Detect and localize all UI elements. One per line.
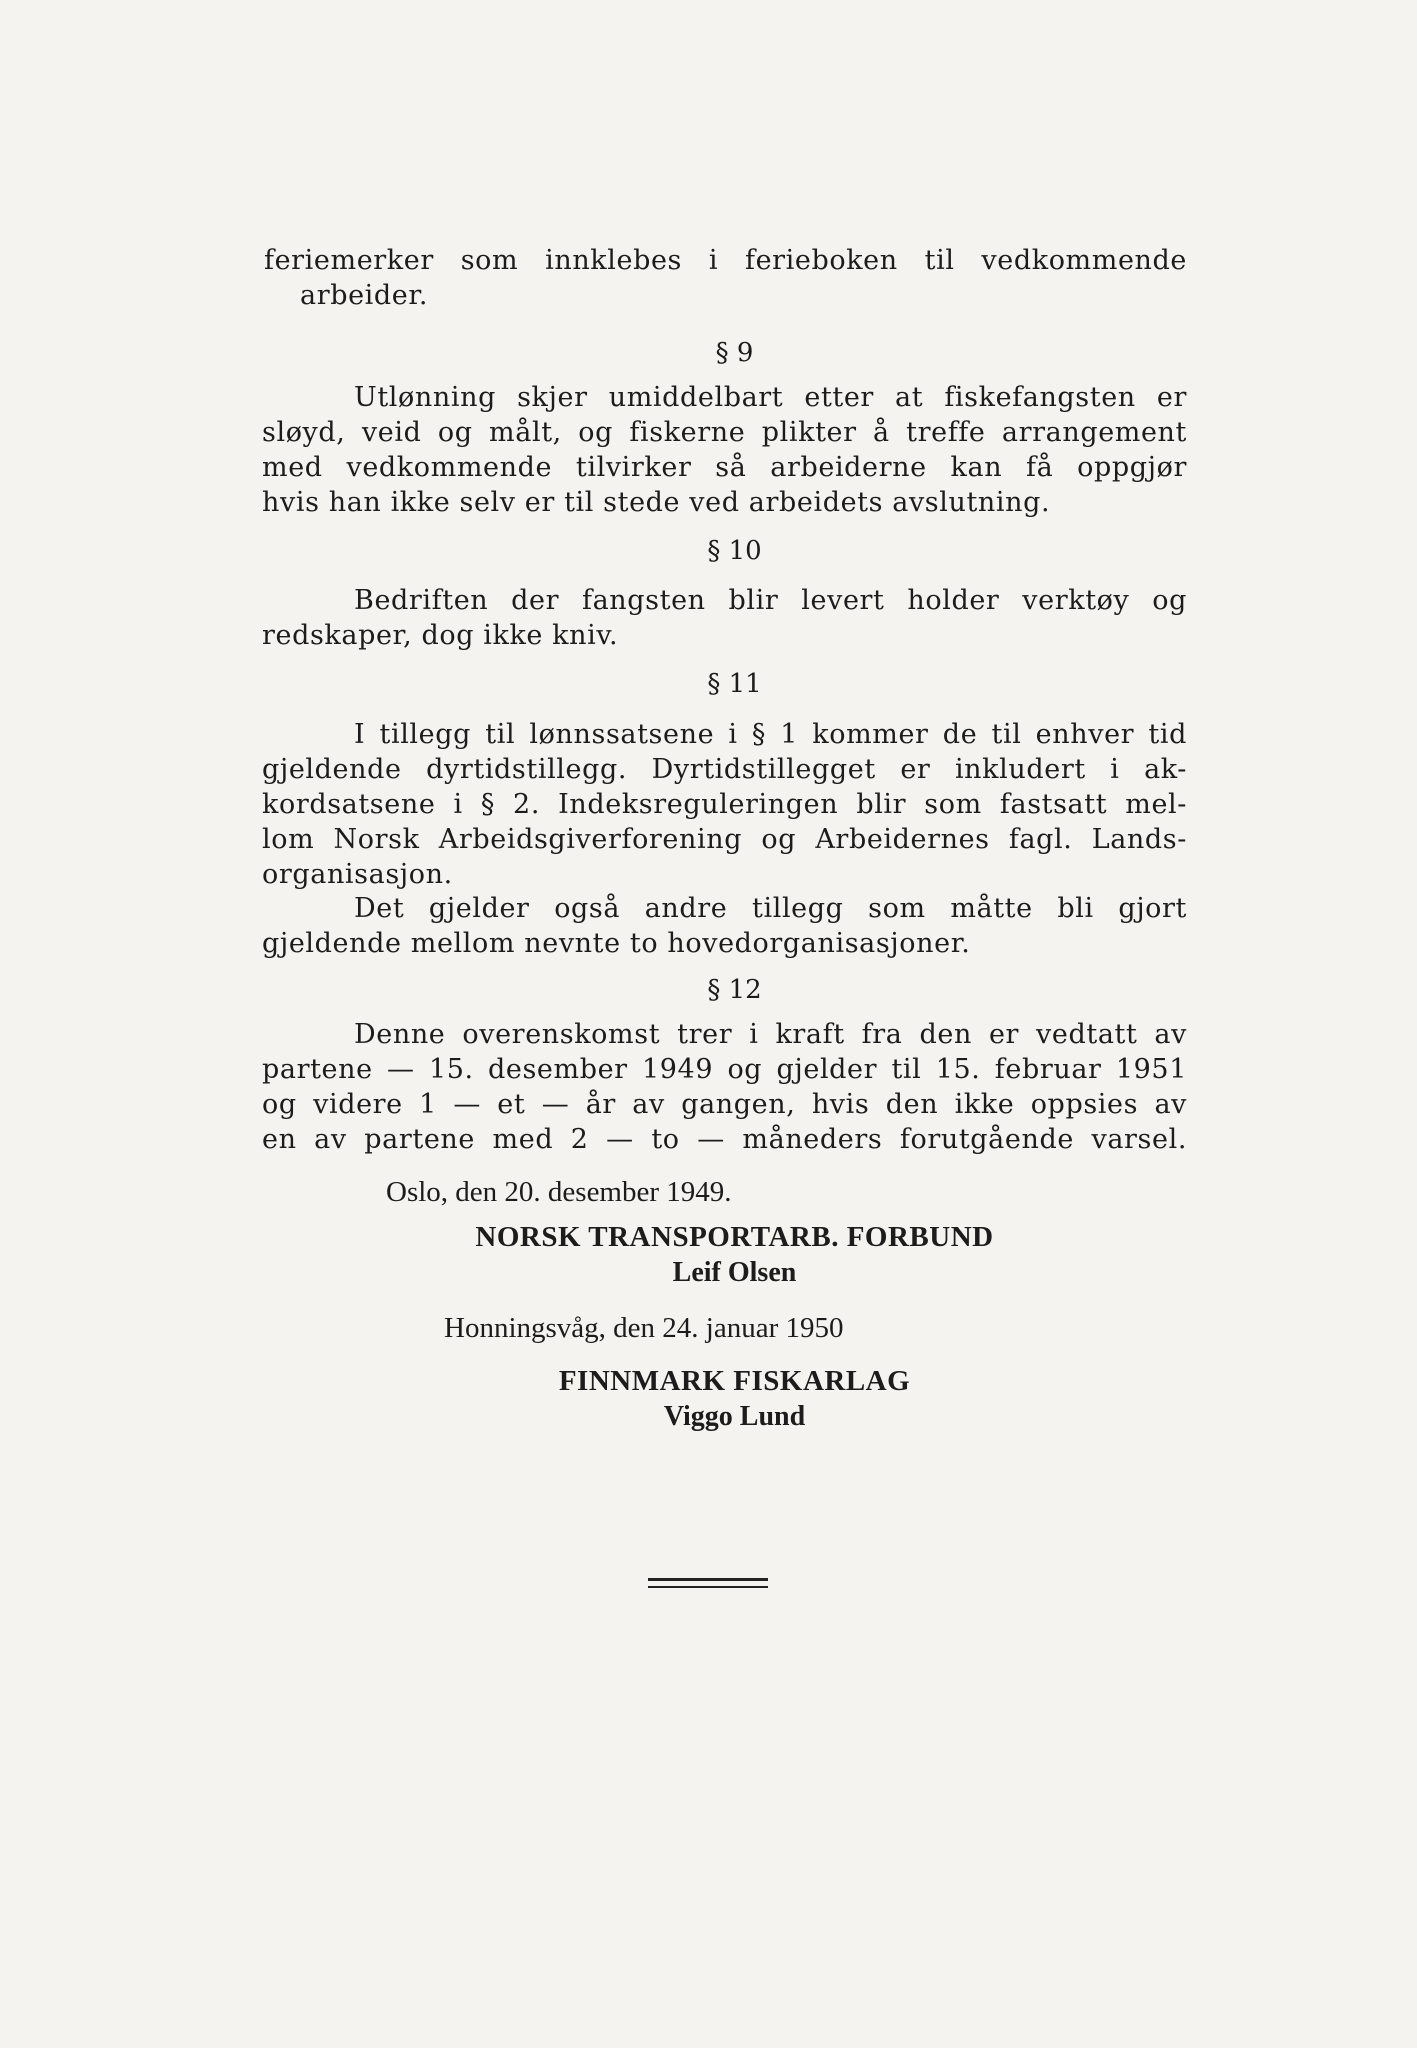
paragraph-section-11b (262, 891, 1187, 961)
text-line: Det gjelder også andre tillegg som måtte bli gjort (354, 893, 1187, 924)
text-line: organisasjon. (262, 859, 453, 890)
signature-name: Viggo Lund (663, 1401, 806, 1432)
signature-organization: FINNMARK FISKARLAG (558, 1365, 911, 1397)
text-line: kordsatsene i § 2. Indeksreguleringen blir som fastsatt mel- (262, 789, 1187, 820)
section-11-heading (262, 667, 1187, 702)
text-line: feriemerker som innklebes i ferieboken til vedkommende (264, 245, 1187, 276)
paragraph-section-10 (262, 583, 1187, 653)
paragraph-section-9 (262, 380, 1187, 520)
signature-block-1 (262, 1174, 1187, 1210)
text-line: I tillegg til lønnssatsene i § 1 kommer de til enhver tid (354, 719, 1187, 750)
section-heading: § 10 (707, 536, 762, 566)
paragraph-section-11a (262, 717, 1187, 892)
section-heading: § 12 (707, 975, 762, 1005)
signature-place-date: Honningsvåg, den 24. januar 1950 (444, 1312, 844, 1344)
text-line: Denne overenskomst trer i kraft fra den er vedtatt av (354, 1019, 1187, 1050)
text-line: lom Norsk Arbeidsgiverforening og Arbeidernes fagl. Lands- (262, 824, 1187, 855)
text-line: og videre 1 — et — år av gangen, hvis den ikke oppsies av (262, 1089, 1187, 1120)
end-rule-top (648, 1578, 768, 1581)
paragraph-section-12 (262, 1017, 1187, 1157)
section-heading: § 11 (707, 669, 762, 699)
signature-organization: NORSK TRANSPORTARB. FORBUND (475, 1221, 994, 1253)
text-line: gjeldende dyrtidstillegg. Dyrtidstillegget er inkludert i ak- (262, 754, 1187, 785)
signature-block-2 (262, 1310, 1187, 1346)
text-line: sløyd, veid og målt, og fiskerne plikter å treffe arrangement (262, 417, 1187, 448)
text-line: redskaper, dog ikke kniv. (262, 620, 619, 651)
section-9-heading (262, 336, 1187, 371)
signature-block-1-org (262, 1219, 1187, 1291)
signature-name: Leif Olsen (672, 1257, 797, 1288)
text-line: en av partene med 2 — to — måneders forutgående varsel. (262, 1124, 1187, 1155)
text-line: med vedkommende tilvirker så arbeiderne kan få oppgjør (262, 452, 1187, 483)
signature-block-2-org (262, 1363, 1187, 1435)
text-line: arbeider. (300, 280, 429, 311)
paragraph-feriemerker (262, 243, 1187, 313)
text-line: partene — 15. desember 1949 og gjelder til 15. februar 1951 (262, 1054, 1187, 1085)
section-12-heading (262, 973, 1187, 1008)
section-heading: § 9 (715, 338, 754, 368)
section-10-heading (262, 534, 1187, 569)
signature-place-date: Oslo, den 20. desember 1949. (386, 1176, 732, 1208)
text-line: gjeldende mellom nevnte to hovedorganisasjoner. (262, 928, 971, 959)
text-line: Utlønning skjer umiddelbart etter at fiskefangsten er (354, 382, 1187, 413)
text-line: hvis han ikke selv er til stede ved arbeidets avslutning. (262, 487, 1051, 518)
text-line: Bedriften der fangsten blir levert holder verktøy og (354, 585, 1187, 616)
end-rule-bottom (648, 1586, 768, 1588)
